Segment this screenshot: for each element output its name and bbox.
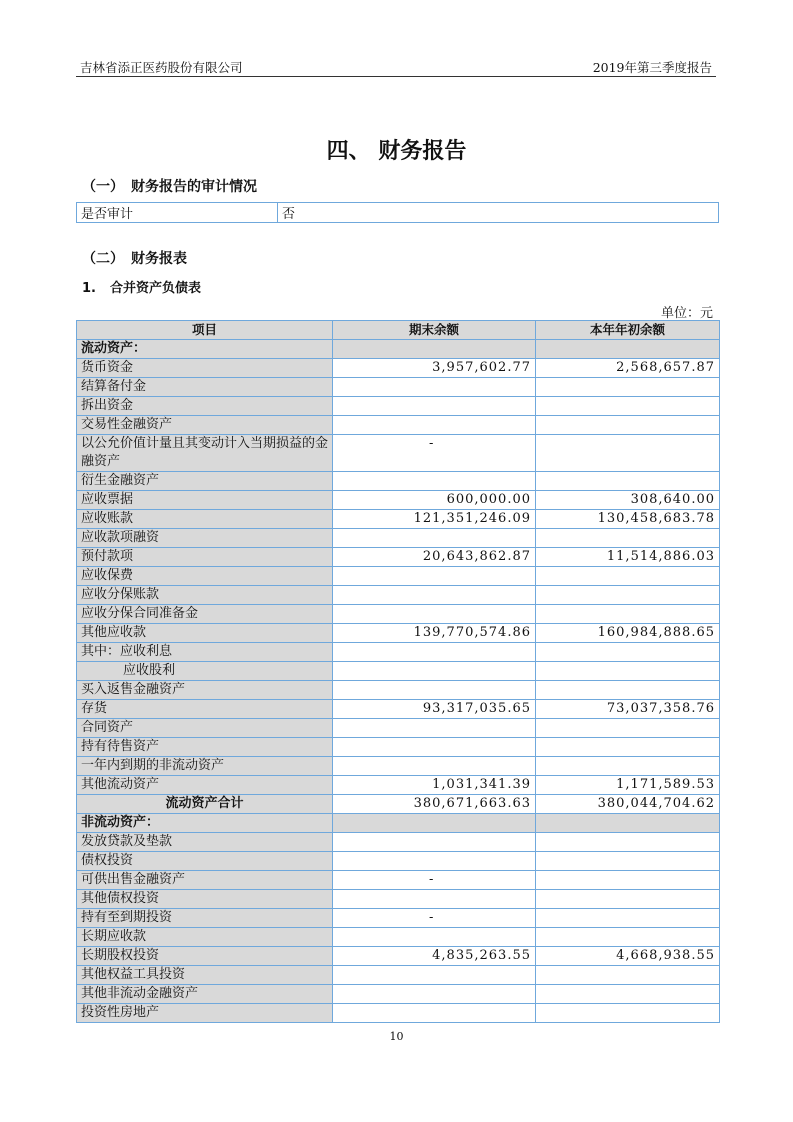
end-balance-cell	[333, 586, 536, 605]
table-row	[77, 624, 720, 643]
column-header-end-balance: 期末余额	[333, 321, 536, 340]
end-balance-cell	[333, 890, 536, 909]
table-row	[77, 757, 720, 776]
end-balance-cell	[333, 378, 536, 397]
end-balance-cell	[333, 529, 536, 548]
row-label: 持有至到期投资	[77, 909, 333, 928]
begin-balance-cell	[536, 966, 720, 985]
row-label: 其中：应收利息	[77, 643, 333, 662]
end-balance-cell	[333, 985, 536, 1004]
table-row	[77, 340, 720, 359]
table-row	[77, 776, 720, 795]
end-balance-cell	[333, 738, 536, 757]
begin-balance-cell	[536, 435, 720, 472]
table-row	[77, 814, 720, 833]
end-balance-cell: 3,957,602.77	[333, 359, 536, 378]
table-row	[77, 567, 720, 586]
table-row	[77, 719, 720, 738]
end-balance-cell	[333, 605, 536, 624]
begin-balance-cell	[536, 719, 720, 738]
table-row	[77, 852, 720, 871]
table-row	[77, 472, 720, 491]
table-row	[77, 871, 720, 890]
end-balance-cell	[333, 814, 536, 833]
end-balance-cell: 20,643,862.87	[333, 548, 536, 567]
begin-balance-cell	[536, 662, 720, 681]
table-row	[77, 435, 720, 472]
table-row	[77, 909, 720, 928]
row-label: 合同资产	[77, 719, 333, 738]
row-label: 其他债权投资	[77, 890, 333, 909]
row-label: 货币资金	[77, 359, 333, 378]
begin-balance-cell	[536, 397, 720, 416]
table-row	[77, 928, 720, 947]
page-title: 四、 财务报告	[326, 139, 467, 164]
subsection-number: 1.	[82, 281, 96, 296]
begin-balance-cell	[536, 643, 720, 662]
end-balance-cell: 1,031,341.39	[333, 776, 536, 795]
row-label: 预付款项	[77, 548, 333, 567]
begin-balance-cell	[536, 814, 720, 833]
begin-balance-cell	[536, 340, 720, 359]
end-balance-cell	[333, 852, 536, 871]
end-balance-cell	[333, 681, 536, 700]
row-label: 长期股权投资	[77, 947, 333, 966]
table-row	[77, 359, 720, 378]
row-label: 其他流动资产	[77, 776, 333, 795]
begin-balance-cell	[536, 529, 720, 548]
begin-balance-cell: 160,984,888.65	[536, 624, 720, 643]
page-number: 10	[389, 1030, 404, 1043]
begin-balance-cell	[536, 871, 720, 890]
table-row	[77, 833, 720, 852]
row-label: 可供出售金融资产	[77, 871, 333, 890]
begin-balance-cell	[536, 1004, 720, 1023]
row-label: 流动资产：	[77, 340, 333, 359]
table-row	[77, 662, 720, 681]
end-balance-cell	[333, 340, 536, 359]
row-label: 应收票据	[77, 491, 333, 510]
table-row	[77, 1004, 720, 1023]
row-label: 买入返售金融资产	[77, 681, 333, 700]
begin-balance-cell	[536, 738, 720, 757]
end-balance-cell	[333, 928, 536, 947]
row-label: 拆出资金	[77, 397, 333, 416]
begin-balance-cell	[536, 586, 720, 605]
row-label: 投资性房地产	[77, 1004, 333, 1023]
begin-balance-cell	[536, 890, 720, 909]
row-label: 应收股利	[77, 662, 333, 681]
begin-balance-cell: 308,640.00	[536, 491, 720, 510]
end-balance-cell: 380,671,663.63	[333, 795, 536, 814]
table-row	[77, 985, 720, 1004]
table-row	[77, 890, 720, 909]
subsection-title: 合并资产负债表	[110, 281, 202, 296]
end-balance-cell: 121,351,246.09	[333, 510, 536, 529]
audit-value: 否	[278, 203, 719, 223]
column-header-item: 项目	[77, 321, 333, 340]
end-balance-cell	[333, 643, 536, 662]
table-row	[77, 378, 720, 397]
row-label: 一年内到期的非流动资产	[77, 757, 333, 776]
end-balance-cell: -	[333, 871, 536, 890]
table-row	[77, 510, 720, 529]
row-label: 其他应收款	[77, 624, 333, 643]
table-row	[77, 643, 720, 662]
table-row	[77, 738, 720, 757]
end-balance-cell	[333, 719, 536, 738]
end-balance-cell: 4,835,263.55	[333, 947, 536, 966]
row-label: 交易性金融资产	[77, 416, 333, 435]
begin-balance-cell: 130,458,683.78	[536, 510, 720, 529]
audit-section-heading: （一） 财务报告的审计情况	[82, 179, 257, 195]
table-row	[77, 947, 720, 966]
table-row	[77, 397, 720, 416]
statements-section-heading: （二） 财务报表	[82, 251, 187, 267]
end-balance-cell: 93,317,035.65	[333, 700, 536, 719]
begin-balance-cell	[536, 985, 720, 1004]
row-label: 应收分保合同准备金	[77, 605, 333, 624]
end-balance-cell	[333, 472, 536, 491]
table-row	[77, 605, 720, 624]
begin-balance-cell: 4,668,938.55	[536, 947, 720, 966]
balance-sheet-table	[76, 320, 720, 1023]
begin-balance-cell	[536, 378, 720, 397]
table-row	[77, 491, 720, 510]
end-balance-cell: 139,770,574.86	[333, 624, 536, 643]
end-balance-cell: -	[333, 435, 536, 472]
audit-table	[76, 202, 719, 223]
table-row	[77, 681, 720, 700]
end-balance-cell	[333, 833, 536, 852]
table-row	[77, 416, 720, 435]
end-balance-cell	[333, 1004, 536, 1023]
row-label: 发放贷款及垫款	[77, 833, 333, 852]
row-label: 应收保费	[77, 567, 333, 586]
page-header	[76, 56, 716, 77]
begin-balance-cell: 1,171,589.53	[536, 776, 720, 795]
company-name: 吉林省添正医药股份有限公司	[80, 60, 243, 75]
row-label: 以公允价值计量且其变动计入当期损益的金融资产	[77, 435, 333, 472]
end-balance-cell	[333, 416, 536, 435]
row-label: 长期应收款	[77, 928, 333, 947]
report-period: 2019年第三季度报告	[592, 60, 712, 75]
begin-balance-cell	[536, 928, 720, 947]
table-row	[77, 700, 720, 719]
table-row	[77, 795, 720, 814]
row-label: 应收分保账款	[77, 586, 333, 605]
row-label: 应收账款	[77, 510, 333, 529]
begin-balance-cell	[536, 472, 720, 491]
row-label: 流动资产合计	[77, 795, 333, 814]
begin-balance-cell	[536, 681, 720, 700]
begin-balance-cell	[536, 833, 720, 852]
table-row	[77, 529, 720, 548]
begin-balance-cell	[536, 909, 720, 928]
end-balance-cell	[333, 966, 536, 985]
end-balance-cell	[333, 757, 536, 776]
row-label: 持有待售资产	[77, 738, 333, 757]
column-header-begin-balance: 本年年初余额	[536, 321, 720, 340]
table-row	[77, 586, 720, 605]
row-label: 应收款项融资	[77, 529, 333, 548]
begin-balance-cell	[536, 416, 720, 435]
row-label: 衍生金融资产	[77, 472, 333, 491]
unit-label: 单位：元	[660, 306, 713, 321]
begin-balance-cell: 380,044,704.62	[536, 795, 720, 814]
end-balance-cell	[333, 397, 536, 416]
table-row	[77, 966, 720, 985]
begin-balance-cell	[536, 567, 720, 586]
row-label: 非流动资产：	[77, 814, 333, 833]
row-label: 其他非流动金融资产	[77, 985, 333, 1004]
begin-balance-cell	[536, 852, 720, 871]
begin-balance-cell: 2,568,657.87	[536, 359, 720, 378]
audit-label: 是否审计	[77, 203, 278, 223]
balance-sheet-heading	[82, 277, 201, 296]
end-balance-cell	[333, 567, 536, 586]
end-balance-cell	[333, 662, 536, 681]
row-label: 存货	[77, 700, 333, 719]
begin-balance-cell	[536, 757, 720, 776]
row-label: 债权投资	[77, 852, 333, 871]
row-label: 结算备付金	[77, 378, 333, 397]
begin-balance-cell: 73,037,358.76	[536, 700, 720, 719]
end-balance-cell: -	[333, 909, 536, 928]
row-label: 其他权益工具投资	[77, 966, 333, 985]
begin-balance-cell: 11,514,886.03	[536, 548, 720, 567]
begin-balance-cell	[536, 605, 720, 624]
table-row	[77, 548, 720, 567]
end-balance-cell: 600,000.00	[333, 491, 536, 510]
table-header-row	[77, 321, 720, 340]
